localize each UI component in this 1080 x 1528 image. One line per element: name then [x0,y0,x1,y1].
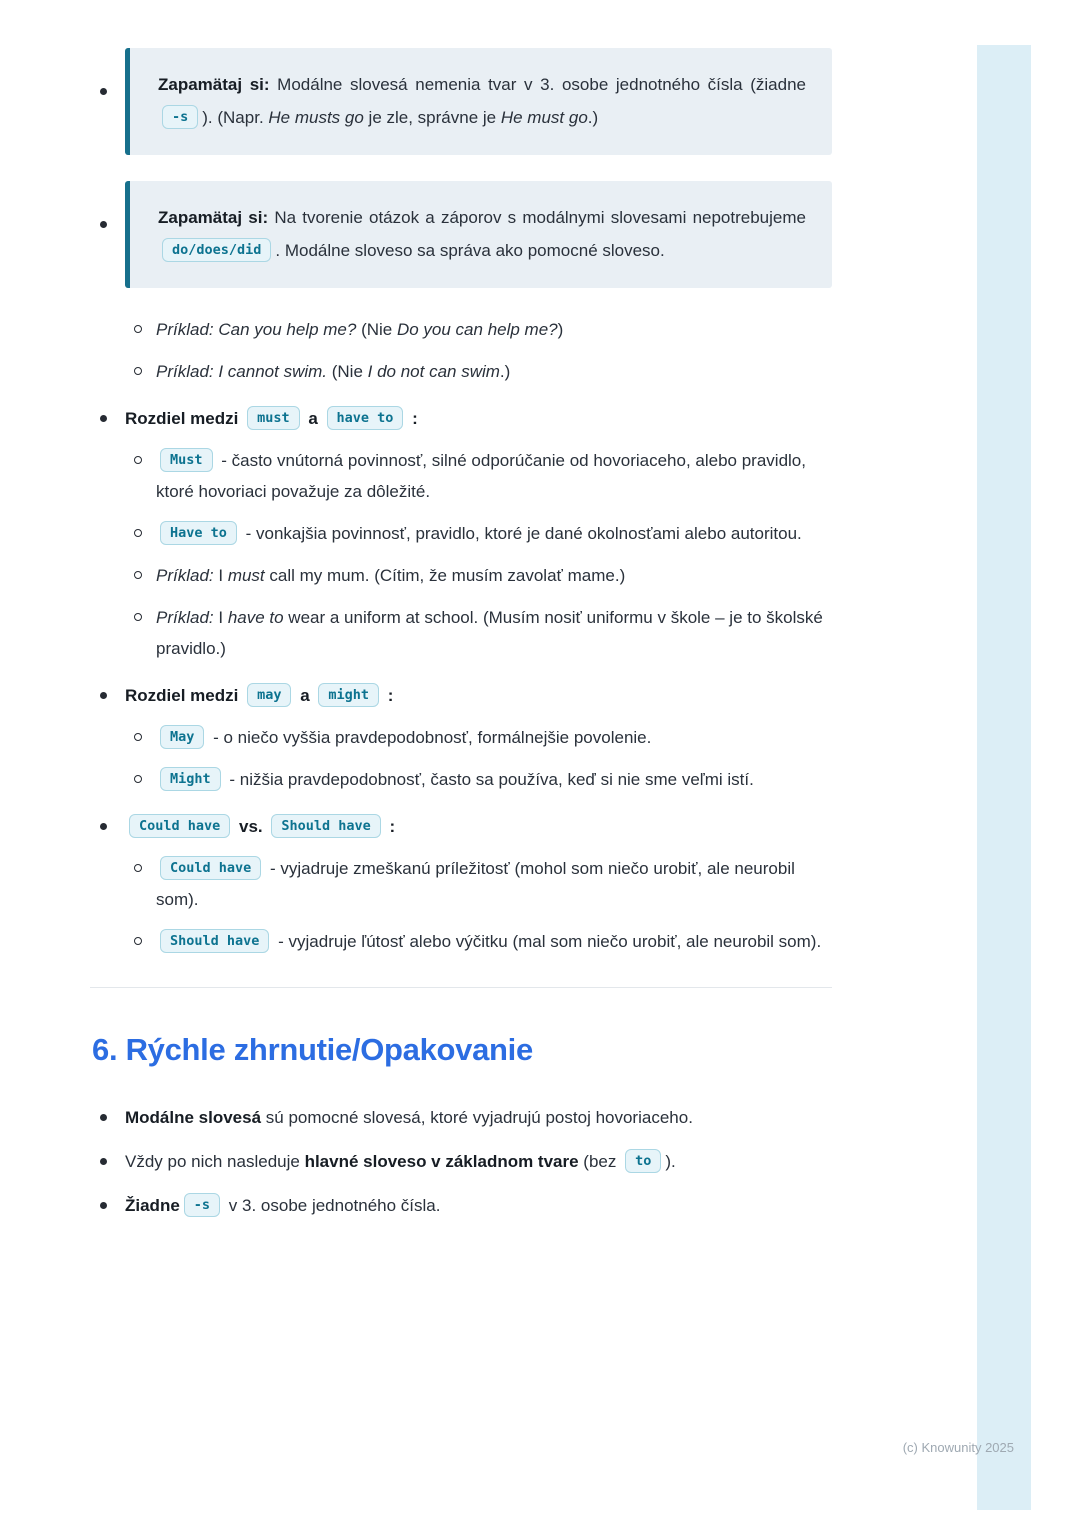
bold-text: vs. [234,817,268,836]
definition-text [156,926,832,957]
definition-text [156,518,832,549]
italic-text: He must go [500,108,588,127]
list-item-example [134,560,832,591]
bullet-circle-icon [134,864,142,872]
bullet-circle-icon [134,733,142,741]
list-item-summary [100,1190,832,1221]
bold-text: : [384,817,396,836]
list-item-header-may-might [100,680,832,711]
code-chip: Have to [160,521,237,545]
text-segment: - často vnútorná povinnosť, silné odporúčanie od hovoriaceho, alebo pravidlo, ktoré hovoriaci považuje za dôležité. [156,451,806,501]
text-segment: Vždy po nich nasleduje [125,1152,305,1171]
text-segment: (bez [578,1152,622,1171]
text-segment: ). [665,1152,676,1171]
text-segment: ). (Napr. [202,108,269,127]
bullet-circle-icon [134,367,142,375]
code-chip: do/does/did [162,238,271,262]
text-segment: (Nie [327,362,368,381]
bold-text: a [295,686,315,705]
code-chip: Could have [160,856,261,880]
code-chip: -s [184,1193,220,1217]
footer-credit: (c) Knowunity 2025 [902,1440,1014,1455]
text-segment: - vyjadruje zmeškanú príležitosť (mohol som niečo urobiť, ale neurobil som). [156,859,795,909]
callout-box [125,181,832,288]
italic-text: must [227,566,265,585]
text-segment: I [213,608,228,627]
italic-text: have to [227,608,284,627]
bold-text: a [303,409,323,428]
example-text [156,602,832,664]
bold-text: Rozdiel medzi [125,686,244,705]
list-item-callout-1 [100,48,832,155]
document-content [92,48,832,1234]
definition-text [156,445,832,507]
text-segment: - o niečo vyššia pravdepodobnosť, formálnejšie povolenie. [208,728,652,747]
summary-text [125,1190,832,1221]
text-segment: v 3. osobe jednotného čísla. [224,1196,441,1215]
list-item-definition [134,445,832,507]
bold-text: Modálne slovesá [125,1108,262,1127]
example-text [156,560,832,591]
list-item-definition [134,853,832,915]
right-margin-strip [977,45,1031,1510]
header-text [125,403,832,434]
code-chip: to [625,1149,661,1173]
list-item-summary [100,1146,832,1177]
italic-text: Príklad: I cannot swim. [156,362,328,381]
text-segment: - vonkajšia povinnosť, pravidlo, ktoré je dané okolnosťami alebo autoritou. [240,524,802,543]
callout-box [125,48,832,155]
italic-text: Do you can help me? [396,320,558,339]
example-text [156,314,832,345]
bullet-circle-icon [134,456,142,464]
code-chip: May [160,725,204,749]
list-item-definition [134,518,832,549]
code-chip: may [247,683,291,707]
italic-text: Príklad: [156,608,214,627]
text-segment: - vyjadruje ľútosť alebo výčitku (mal som niečo urobiť, ale neurobil som). [273,932,822,951]
callout-text [158,201,806,267]
list-item-header-must-haveto [100,403,832,434]
text-segment: ) [557,320,564,339]
bullet-circle-icon [134,937,142,945]
header-text [125,680,832,711]
text-segment: wear a uniform at school. (Musím nosiť uniformu v škole – je to školské pravidlo.) [156,608,823,658]
bullet-dot-icon [100,88,107,95]
list-item-example [134,602,832,664]
summary-text [125,1146,832,1177]
bullet-circle-icon [134,529,142,537]
text-segment: .) [587,108,599,127]
text-segment: (Nie [356,320,397,339]
list-item-callout-2 [100,181,832,288]
list-item-definition [134,764,832,795]
text-segment: Na tvorenie otázok a záporov s modálnymi slovesami nepotrebujeme [268,208,806,227]
text-segment: I [213,566,228,585]
callout-label: Zapamätaj si: [158,208,269,227]
code-chip: Might [160,767,221,791]
bold-text: Žiadne [125,1196,180,1215]
code-chip: -s [162,105,198,129]
list-item-example [134,314,832,345]
list-item-summary [100,1102,832,1133]
bullet-dot-icon [100,823,107,830]
list-item-definition [134,722,832,753]
bullet-dot-icon [100,692,107,699]
divider [90,987,832,988]
code-chip: Should have [160,929,269,953]
code-chip: might [318,683,379,707]
text-segment: je zle, správne je [363,108,501,127]
section-heading: 6. Rýchle zhrnutie/Opakovanie [92,1032,533,1067]
bullet-circle-icon [134,571,142,579]
list-item-definition [134,926,832,957]
callout-text [158,68,806,134]
italic-text: Príklad: [156,566,214,585]
bullet-dot-icon [100,221,107,228]
summary-text [125,1102,832,1133]
bullet-dot-icon [100,1202,107,1209]
italic-text: He musts go [268,108,364,127]
list-item-header-couldhave-shouldhave [100,811,832,842]
bullet-dot-icon [100,415,107,422]
bullet-circle-icon [134,775,142,783]
list-item-example [134,356,832,387]
text-segment: Modálne slovesá nemenia tvar v 3. osobe jednotného čísla (žiadne [269,75,806,94]
callout-label: Zapamätaj si: [158,75,270,94]
example-text [156,356,832,387]
text-segment: .) [499,362,511,381]
italic-text: I do not can swim [367,362,500,381]
bullet-dot-icon [100,1158,107,1165]
text-segment: call my mum. (Cítim, že musím zavolať mame.) [264,566,626,585]
text-segment: . Modálne sloveso sa správa ako pomocné sloveso. [275,241,665,260]
header-text [125,811,832,842]
bold-text: : [407,409,418,428]
code-chip: Could have [129,814,230,838]
text-segment: sú pomocné slovesá, ktoré vyjadrujú postoj hovoriaceho. [261,1108,693,1127]
code-chip: must [247,406,300,430]
bold-text: : [383,686,394,705]
definition-text [156,853,832,915]
text-segment: - nižšia pravdepodobnosť, často sa používa, keď si nie sme veľmi istí. [224,770,754,789]
bullet-circle-icon [134,325,142,333]
italic-text: Príklad: Can you help me? [156,320,357,339]
code-chip: have to [327,406,404,430]
definition-text [156,722,832,753]
bullet-dot-icon [100,1114,107,1121]
definition-text [156,764,832,795]
code-chip: Must [160,448,213,472]
bold-text: hlavné sloveso v základnom tvare [304,1152,579,1171]
code-chip: Should have [271,814,380,838]
bullet-circle-icon [134,613,142,621]
bold-text: Rozdiel medzi [125,409,244,428]
